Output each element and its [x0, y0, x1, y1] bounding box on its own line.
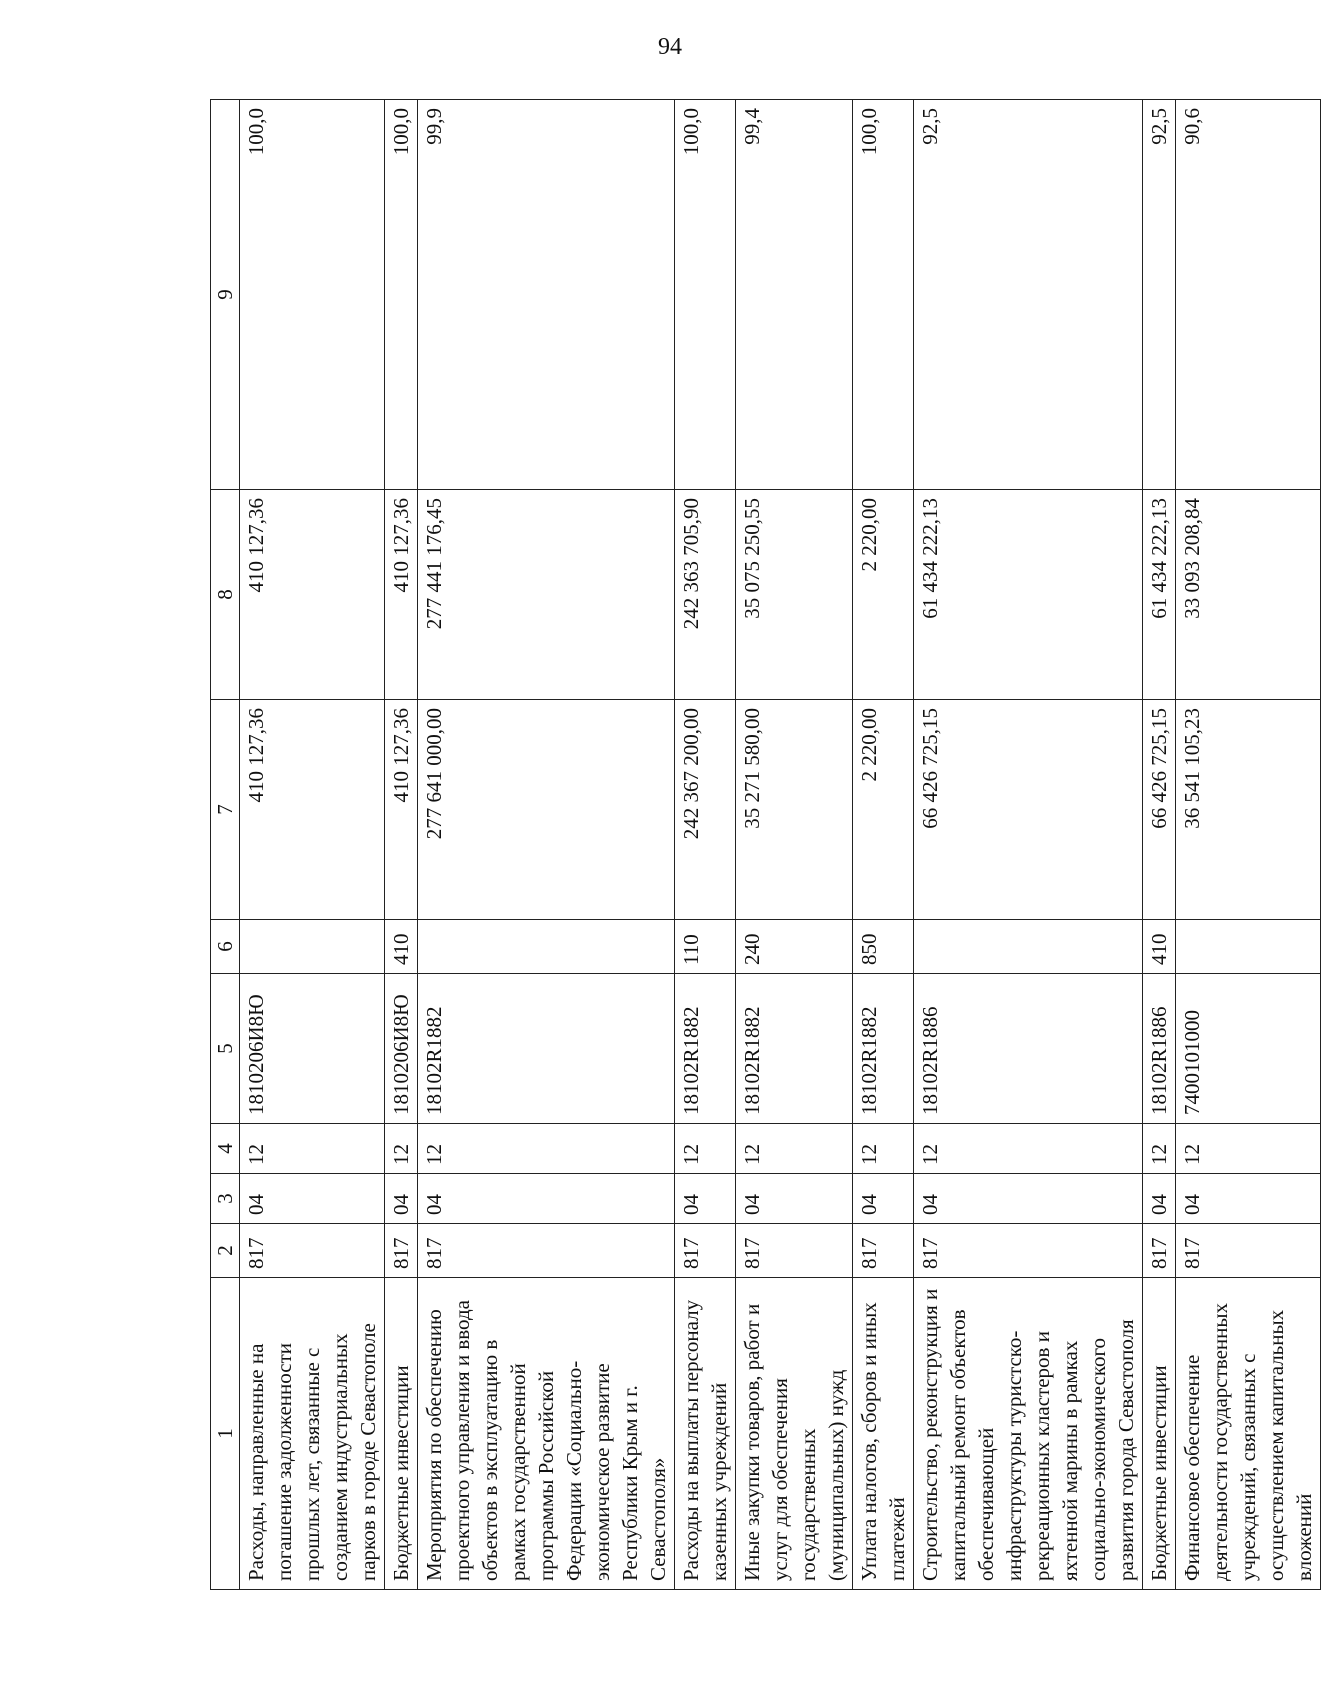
expense-type-code [418, 920, 675, 974]
ministry-code: 817 [736, 1224, 853, 1278]
actual-amount: 410 127,36 [385, 490, 418, 700]
header-cell: 1 [211, 1278, 240, 1590]
execution-percent: 100,0 [385, 100, 418, 490]
ministry-code: 817 [853, 1224, 914, 1278]
expense-name: Бюджетные инвестиции [385, 1278, 418, 1590]
expense-type-code: 110 [675, 920, 736, 974]
expense-name: Уплата налогов, сборов и иных платежей [853, 1278, 914, 1590]
execution-percent: 99,4 [736, 100, 853, 490]
actual-amount: 242 363 705,90 [675, 490, 736, 700]
table-row [240, 100, 385, 1590]
actual-amount: 277 441 176,45 [418, 490, 675, 700]
execution-percent: 92,5 [914, 100, 1143, 490]
budget-table [210, 99, 1321, 1590]
expense-name: Бюджетные инвестиции [1143, 1278, 1176, 1590]
header-cell: 6 [211, 920, 240, 974]
header-cell: 2 [211, 1224, 240, 1278]
actual-amount: 410 127,36 [240, 490, 385, 700]
expense-type-code [240, 920, 385, 974]
subsection-code: 12 [914, 1124, 1143, 1174]
header-row [211, 100, 240, 1590]
planned-amount: 410 127,36 [240, 700, 385, 920]
table-row [385, 100, 418, 1590]
target-item-code: 18102R1882 [853, 974, 914, 1124]
expense-name: Расходы на выплаты персоналу казенных учреждений [675, 1278, 736, 1590]
ministry-code: 817 [1143, 1224, 1176, 1278]
ministry-code: 817 [240, 1224, 385, 1278]
execution-percent: 92,5 [1143, 100, 1176, 490]
expense-name: Иные закупки товаров, работ и услуг для обеспечения государственных (муниципальных) нужд [736, 1278, 853, 1590]
header-cell: 3 [211, 1174, 240, 1224]
expense-name: Расходы, направленные на погашение задолженности прошлых лет, связанные с созданием индустриальных парков в городе Севастополе [240, 1278, 385, 1590]
target-item-code: 18102R1886 [914, 974, 1143, 1124]
budget-table-container [210, 100, 1316, 1590]
planned-amount: 410 127,36 [385, 700, 418, 920]
table-row [675, 100, 736, 1590]
section-code: 04 [385, 1174, 418, 1224]
target-item-code: 7400101000 [1176, 974, 1321, 1124]
planned-amount: 66 426 725,15 [914, 700, 1143, 920]
target-item-code: 1810206И8Ю [385, 974, 418, 1124]
target-item-code: 18102R1882 [736, 974, 853, 1124]
actual-amount: 2 220,00 [853, 490, 914, 700]
header-cell: 4 [211, 1124, 240, 1174]
subsection-code: 12 [1176, 1124, 1321, 1174]
section-code: 04 [1176, 1174, 1321, 1224]
target-item-code: 1810206И8Ю [240, 974, 385, 1124]
planned-amount: 35 271 580,00 [736, 700, 853, 920]
expense-type-code: 410 [1143, 920, 1176, 974]
ministry-code: 817 [675, 1224, 736, 1278]
execution-percent: 100,0 [853, 100, 914, 490]
execution-percent: 100,0 [675, 100, 736, 490]
execution-percent: 99,9 [418, 100, 675, 490]
expense-type-code: 850 [853, 920, 914, 974]
ministry-code: 817 [914, 1224, 1143, 1278]
actual-amount: 33 093 208,84 [1176, 490, 1321, 700]
expense-type-code: 410 [385, 920, 418, 974]
planned-amount: 277 641 000,00 [418, 700, 675, 920]
table-row [853, 100, 914, 1590]
table-row [914, 100, 1143, 1590]
execution-percent: 100,0 [240, 100, 385, 490]
actual-amount: 61 434 222,13 [914, 490, 1143, 700]
table-row [1143, 100, 1176, 1590]
ministry-code: 817 [1176, 1224, 1321, 1278]
subsection-code: 12 [1143, 1124, 1176, 1174]
expense-type-code [1176, 920, 1321, 974]
section-code: 04 [1143, 1174, 1176, 1224]
target-item-code: 18102R1886 [1143, 974, 1176, 1124]
expense-name: Мероприятия по обеспечению проектного управления и ввода объектов в эксплуатацию в рамках государственной программы Российской Федерации «Социально-экономическое развитие Республики Крым и г. Севастополя» [418, 1278, 675, 1590]
table-row [736, 100, 853, 1590]
target-item-code: 18102R1882 [675, 974, 736, 1124]
subsection-code: 12 [736, 1124, 853, 1174]
planned-amount: 2 220,00 [853, 700, 914, 920]
planned-amount: 66 426 725,15 [1143, 700, 1176, 920]
section-code: 04 [736, 1174, 853, 1224]
subsection-code: 12 [240, 1124, 385, 1174]
expense-name: Строительство, реконструкция и капитальный ремонт объектов обеспечивающей инфраструктуры туристско-рекреационных кластеров и яхтенной марины в рамках социально-экономического развития города Севастополя [914, 1278, 1143, 1590]
subsection-code: 12 [385, 1124, 418, 1174]
header-cell: 8 [211, 490, 240, 700]
ministry-code: 817 [385, 1224, 418, 1278]
expense-type-code [914, 920, 1143, 974]
section-code: 04 [914, 1174, 1143, 1224]
table-row [1176, 100, 1321, 1590]
header-cell: 7 [211, 700, 240, 920]
section-code: 04 [240, 1174, 385, 1224]
section-code: 04 [675, 1174, 736, 1224]
planned-amount: 242 367 200,00 [675, 700, 736, 920]
actual-amount: 61 434 222,13 [1143, 490, 1176, 700]
target-item-code: 18102R1882 [418, 974, 675, 1124]
header-cell: 5 [211, 974, 240, 1124]
expense-type-code: 240 [736, 920, 853, 974]
section-code: 04 [853, 1174, 914, 1224]
subsection-code: 12 [675, 1124, 736, 1174]
planned-amount: 36 541 105,23 [1176, 700, 1321, 920]
expense-name: Финансовое обеспечение деятельности государственных учреждений, связанных с осуществлением капитальных вложений [1176, 1278, 1321, 1590]
page-number: 94 [658, 34, 682, 60]
table-row [418, 100, 675, 1590]
actual-amount: 35 075 250,55 [736, 490, 853, 700]
ministry-code: 817 [418, 1224, 675, 1278]
subsection-code: 12 [418, 1124, 675, 1174]
section-code: 04 [418, 1174, 675, 1224]
subsection-code: 12 [853, 1124, 914, 1174]
execution-percent: 90,6 [1176, 100, 1321, 490]
header-cell: 9 [211, 100, 240, 490]
